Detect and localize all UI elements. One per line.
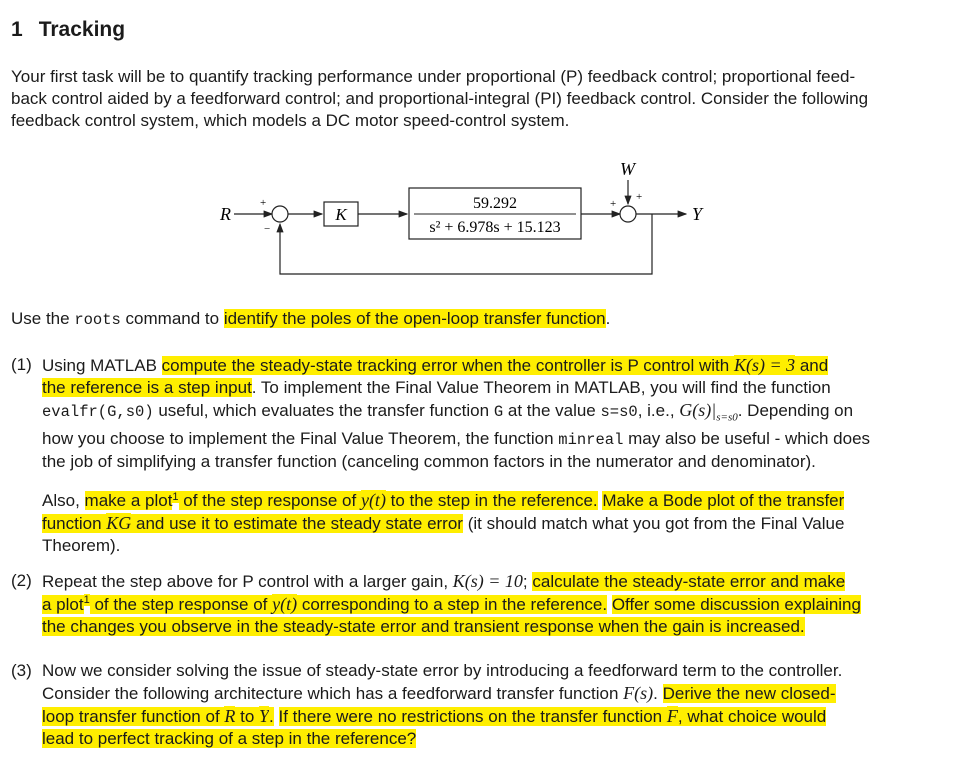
highlight: compute the steady-state tracking error when the controller is P control with xyxy=(161,356,734,375)
highlight: and xyxy=(795,356,829,375)
math: F xyxy=(666,706,678,726)
output-label-y: Y xyxy=(692,204,703,224)
disturbance-label-w: W xyxy=(620,159,635,179)
footnote-mark: 1 xyxy=(83,594,90,607)
code-evalfr: evalfr(G,s0) xyxy=(42,403,154,421)
text: . Depending on xyxy=(737,401,854,420)
item-label: (2) xyxy=(11,571,32,590)
list-item-2 xyxy=(11,570,941,638)
highlight: the reference is a step input xyxy=(42,378,252,397)
highlight: to the step in the reference. xyxy=(385,491,598,511)
highlight: of the step response of xyxy=(89,595,273,614)
text: . xyxy=(605,309,611,328)
section-title: Tracking xyxy=(38,18,126,41)
text: Use the xyxy=(11,309,75,328)
text xyxy=(274,707,279,726)
highlight: Offer some discussion explaining xyxy=(611,595,861,614)
footnote-mark: 1 xyxy=(172,490,179,503)
highlight: , what choice would xyxy=(677,707,827,726)
highlight: and use it to estimate the steady state error xyxy=(131,514,463,534)
code-minreal: minreal xyxy=(558,431,624,450)
gain-label-k: K xyxy=(335,205,347,224)
math: K(s) = 3 xyxy=(733,355,796,375)
text: Now we consider solving the issue of steady-state error by introducing a feedforward term to the controller. xyxy=(42,661,843,680)
section-heading xyxy=(11,19,125,41)
intro-line: Your first task will be to quantify tracking performance under proportional (P) feedback control; proportional feed- xyxy=(11,67,856,86)
text: . xyxy=(653,684,663,703)
highlight: identify the poles of the open-loop transfer function xyxy=(223,309,606,328)
section-number: 1 xyxy=(11,18,23,41)
text: Repeat the step above for P control with a larger gain, xyxy=(42,572,453,591)
text: the job of simplifying a transfer function (canceling common factors in the numerator and denominator). xyxy=(42,452,816,472)
minus-sign: − xyxy=(264,223,271,235)
intro-line: back control aided by a feedforward control; and proportional-integral (PI) feedback control. Consider the following xyxy=(11,89,869,108)
plus-sign: + xyxy=(636,191,643,203)
code-roots: roots xyxy=(74,311,121,329)
text: (it should match what you got from the Final Value xyxy=(462,514,845,534)
math: y(t) xyxy=(272,594,298,614)
highlight: corresponding to a step in the reference. xyxy=(297,595,608,614)
text: Consider the following architecture which has a feedforward transfer function xyxy=(42,684,624,703)
plus-sign: + xyxy=(260,197,267,209)
highlight: the changes you observe in the steady-state error and transient response when the gain is increased. xyxy=(42,617,805,636)
block-diagram xyxy=(200,150,740,285)
text: , i.e., xyxy=(637,401,680,420)
code: s=s0 xyxy=(600,403,638,421)
text: may also be useful - which does xyxy=(623,429,871,449)
plant-numerator: 59.292 xyxy=(473,195,517,212)
math: Y xyxy=(259,706,270,726)
roots-paragraph xyxy=(11,308,941,331)
highlight: Derive the new closed- xyxy=(662,684,836,703)
highlight: . xyxy=(269,707,274,726)
math: R xyxy=(224,706,236,726)
highlight: to xyxy=(235,707,260,726)
highlight: a plot xyxy=(42,595,84,614)
text: . To implement the Final Value Theorem in MATLAB, you will find the function xyxy=(251,378,831,397)
highlight: lead to perfect tracking of a step in the reference? xyxy=(42,729,417,748)
summing-junction-2 xyxy=(620,206,636,222)
text: Also, xyxy=(42,491,85,511)
math: y(t) xyxy=(360,490,386,511)
highlight: Make a Bode plot of the transfer xyxy=(602,491,845,511)
text: how you choose to implement the Final Value Theorem, the function xyxy=(42,429,559,449)
summing-junction-1 xyxy=(272,206,288,222)
highlight: of the step response of xyxy=(178,491,361,511)
text: Using MATLAB xyxy=(42,356,162,375)
list-item-1 xyxy=(11,354,941,557)
text: command to xyxy=(120,309,224,328)
math: KG xyxy=(106,513,132,534)
math: F(s) xyxy=(623,683,654,703)
plant-denominator: s² + 6.978s + 15.123 xyxy=(429,219,561,236)
highlight: loop transfer function of xyxy=(42,707,225,726)
math: K(s) = 10 xyxy=(452,571,523,591)
item-label: (1) xyxy=(11,355,32,374)
plus-sign: + xyxy=(610,198,617,210)
highlight: make a plot xyxy=(84,491,173,511)
intro-line: feedback control system, which models a DC motor speed-control system. xyxy=(11,111,570,130)
text: at the value xyxy=(503,401,601,420)
text: useful, which evaluates the transfer function xyxy=(153,401,494,420)
input-label-r: R xyxy=(220,204,231,224)
text: Theorem). xyxy=(42,536,121,556)
highlight: calculate the steady-state error and make xyxy=(532,572,846,591)
highlight: function xyxy=(42,514,107,534)
intro-paragraph xyxy=(11,66,941,132)
code: G xyxy=(493,403,504,421)
text: ; xyxy=(522,572,533,591)
math: G(s)| xyxy=(679,400,717,420)
item-label: (3) xyxy=(11,661,32,680)
math-sub: s=s0 xyxy=(716,411,738,424)
highlight: If there were no restrictions on the transfer function xyxy=(278,707,667,726)
list-item-3 xyxy=(11,660,941,750)
